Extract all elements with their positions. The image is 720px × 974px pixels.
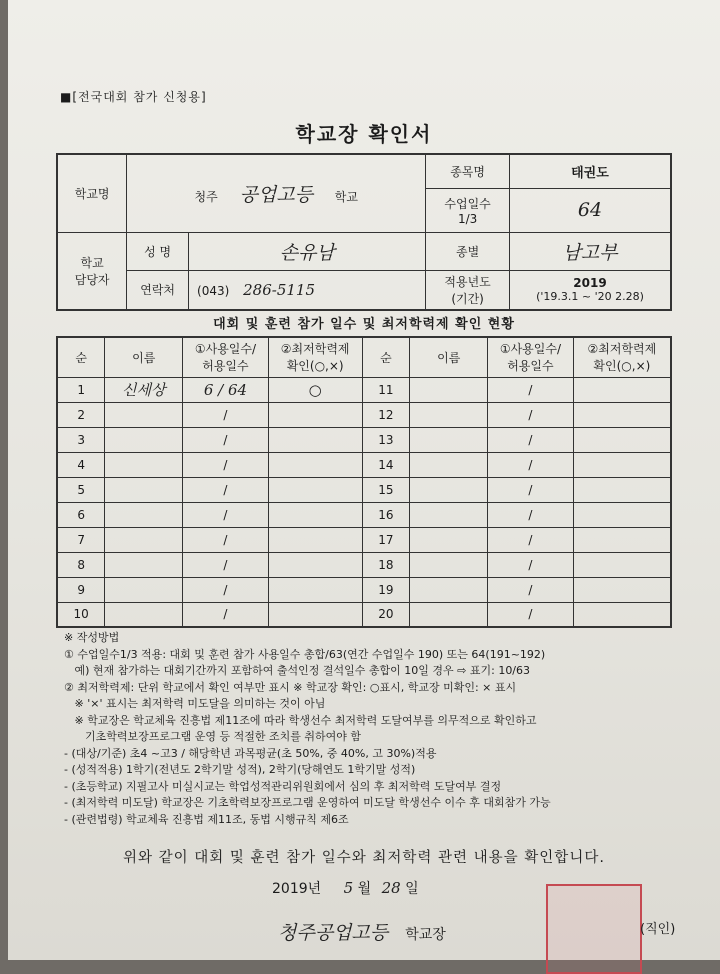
row-name (105, 452, 183, 477)
row-name (410, 402, 488, 427)
row-number: 5 (57, 477, 105, 502)
category-value-handwritten: 남고부 (509, 232, 671, 270)
row-number: 10 (57, 602, 105, 627)
note-line: - (초등학교) 지필고사 미실시교는 학업성적관리위원회에서 심의 후 최저학력 도달여부 결정 (64, 779, 502, 793)
header-days: ①사용일수/ 허용일수 (183, 337, 269, 377)
header-min: ②최저학력제 확인(○,×) (573, 337, 671, 377)
note-line: ① 수업일수1/3 적용: 대회 및 훈련 참가 사용일수 총합/63(연간 수업일수 190) 또는 64(191~192) (64, 647, 546, 661)
confirmation-date (272, 878, 419, 898)
row-min-check: ○ (268, 377, 362, 402)
row-name (105, 602, 183, 627)
row-name: 신세상 (105, 377, 183, 402)
header-no: 순 (57, 337, 105, 377)
row-min-check (573, 427, 671, 452)
row-name (410, 577, 488, 602)
row-name (410, 502, 488, 527)
note-line: ※ '×' 표시는 최저학력 미도달을 의미하는 것이 아님 (64, 697, 326, 710)
table-row (57, 452, 671, 477)
header-no: 순 (362, 337, 410, 377)
table-row (57, 527, 671, 552)
row-name (410, 552, 488, 577)
name-value-handwritten: 손유남 (189, 232, 426, 270)
row-days: / (183, 602, 269, 627)
row-days: / (183, 577, 269, 602)
row-name (105, 577, 183, 602)
document-sheet (8, 0, 720, 960)
row-days: / (488, 427, 574, 452)
page-title: 학교장 확인서 (295, 122, 433, 146)
row-name (410, 602, 488, 627)
row-name (105, 477, 183, 502)
row-name (410, 477, 488, 502)
contact-label: 연락처 (127, 270, 189, 310)
days-label: 수업일수 1/3 (426, 188, 510, 232)
row-number: 12 (362, 402, 410, 427)
row-number: 16 (362, 502, 410, 527)
table-row (57, 577, 671, 602)
row-days: / (488, 452, 574, 477)
days-value-handwritten: 64 (509, 188, 671, 232)
row-number: 2 (57, 402, 105, 427)
staff-label: 학교 담당자 (57, 232, 127, 310)
contact-area: (043) (197, 283, 230, 298)
header-name: 이름 (410, 337, 488, 377)
row-min-check (268, 502, 362, 527)
row-min-check (268, 427, 362, 452)
row-number: 20 (362, 602, 410, 627)
header-days: ①사용일수/ 허용일수 (488, 337, 574, 377)
note-line: 예) 현재 참가하는 대회기간까지 포함하여 출석인정 결석일수 총합이 10일 경우 ⇨ 표기: 10/63 (64, 664, 531, 677)
row-days: 6 / 64 (183, 377, 269, 402)
row-number: 17 (362, 527, 410, 552)
table-row (57, 427, 671, 452)
table-row (57, 377, 671, 402)
signature-line (278, 918, 446, 945)
row-days: / (183, 402, 269, 427)
table-row (57, 477, 671, 502)
school-label: 학교명 (57, 154, 127, 232)
date-year: 2019년 (272, 881, 322, 897)
row-name (410, 452, 488, 477)
row-min-check (268, 527, 362, 552)
table-row (57, 502, 671, 527)
note-line: ※ 작성방법 (64, 631, 120, 644)
date-day-label: 일 (405, 881, 419, 897)
note-line: - (성적적용) 1학기(전년도 2학기말 성적), 2학기(당해연도 1학기말 성적) (64, 763, 416, 776)
row-name (105, 402, 183, 427)
contact-cell (189, 270, 426, 310)
school-name-cell (127, 154, 426, 232)
row-days: / (488, 502, 574, 527)
school-city: 청주 (194, 189, 218, 204)
row-number: 19 (362, 577, 410, 602)
row-min-check (573, 527, 671, 552)
row-name (410, 427, 488, 452)
row-number: 3 (57, 427, 105, 452)
official-stamp (546, 884, 642, 974)
table-row (57, 602, 671, 627)
row-days: / (183, 527, 269, 552)
header-tag: ■[전국대회 참가 신청용] (60, 90, 207, 104)
table-subtitle: 대회 및 훈련 참가 일수 및 최저학력제 확인 현황 (213, 317, 515, 332)
row-name (105, 427, 183, 452)
row-min-check (573, 402, 671, 427)
row-days: / (488, 377, 574, 402)
row-number: 9 (57, 577, 105, 602)
row-min-check (573, 452, 671, 477)
row-number: 14 (362, 452, 410, 477)
row-name (410, 527, 488, 552)
row-number: 13 (362, 427, 410, 452)
year-cell: 2019 ('19.3.1 ~ '20 2.28) (509, 270, 671, 310)
row-number: 4 (57, 452, 105, 477)
row-number: 7 (57, 527, 105, 552)
row-days: / (488, 477, 574, 502)
school-signature-handwritten: 청주공업고등 (278, 922, 389, 944)
note-line: - (관련법령) 학교체육 진흥법 제11조, 동법 시행규칙 제6조 (64, 812, 349, 826)
school-name-handwritten: 공업고등 (239, 183, 313, 206)
row-days: / (183, 552, 269, 577)
row-min-check (268, 452, 362, 477)
year-label: 적용년도 (기간) (426, 270, 510, 310)
confirmation-text: 위와 같이 대회 및 훈련 참가 일수와 최저학력 관련 내용을 확인합니다. (123, 850, 605, 866)
row-number: 18 (362, 552, 410, 577)
row-days: / (183, 502, 269, 527)
seal-label: (직인) (640, 922, 676, 937)
row-min-check (268, 602, 362, 627)
row-days: / (183, 427, 269, 452)
row-days: / (488, 552, 574, 577)
row-number: 15 (362, 477, 410, 502)
row-min-check (573, 552, 671, 577)
category-label: 종별 (426, 232, 510, 270)
name-label: 성 명 (127, 232, 189, 270)
row-days: / (488, 402, 574, 427)
row-days: / (183, 452, 269, 477)
date-day-handwritten: 28 (381, 879, 401, 897)
note-line: - (최저학력 미도달) 학교장은 기초학력보장프로그램 운영하여 미도달 학생선수 이수 후 대회참가 가능 (64, 796, 551, 809)
participation-table (56, 336, 672, 628)
row-min-check (573, 577, 671, 602)
table-row (57, 552, 671, 577)
row-min-check (268, 552, 362, 577)
info-table (56, 153, 672, 311)
sport-value: 태권도 (509, 154, 671, 188)
sport-label: 종목명 (426, 154, 510, 188)
row-name (105, 502, 183, 527)
row-min-check (573, 502, 671, 527)
row-number: 11 (362, 377, 410, 402)
table-row (57, 402, 671, 427)
row-number: 1 (57, 377, 105, 402)
principal-label: 학교장 (405, 927, 446, 943)
header-min: ②최저학력제 확인(○,×) (268, 337, 362, 377)
row-min-check (573, 377, 671, 402)
note-line: 기초학력보장프로그램 운영 등 적절한 조치를 취하여야 함 (64, 730, 361, 743)
row-number: 6 (57, 502, 105, 527)
row-number: 8 (57, 552, 105, 577)
row-days: / (183, 477, 269, 502)
row-name (105, 527, 183, 552)
contact-value-handwritten: 286-5115 (243, 280, 316, 299)
row-days: / (488, 577, 574, 602)
row-name (410, 377, 488, 402)
row-min-check (268, 577, 362, 602)
date-month-handwritten: 5 (343, 879, 354, 897)
header-name: 이름 (105, 337, 183, 377)
school-suffix: 학교 (334, 189, 358, 204)
row-min-check (573, 477, 671, 502)
row-days: / (488, 602, 574, 627)
row-min-check (268, 402, 362, 427)
note-line: ※ 학교장은 학교체육 진흥법 제11조에 따라 학생선수 최저학력 도달여부를 의무적으로 확인하고 (64, 713, 537, 727)
row-days: / (488, 527, 574, 552)
writing-instructions (64, 630, 664, 828)
row-name (105, 552, 183, 577)
row-min-check (573, 602, 671, 627)
note-line: ② 최저학력제: 단위 학교에서 확인 여부만 표시 ※ 학교장 확인: ○표시, 학교장 미확인: × 표시 (64, 680, 517, 694)
note-line: - (대상/기준) 초4 ~고3 / 해당학년 과목평균(초 50%, 중 40%, 고 30%)적용 (64, 746, 437, 760)
row-min-check (268, 477, 362, 502)
date-month-label: 월 (357, 881, 372, 897)
